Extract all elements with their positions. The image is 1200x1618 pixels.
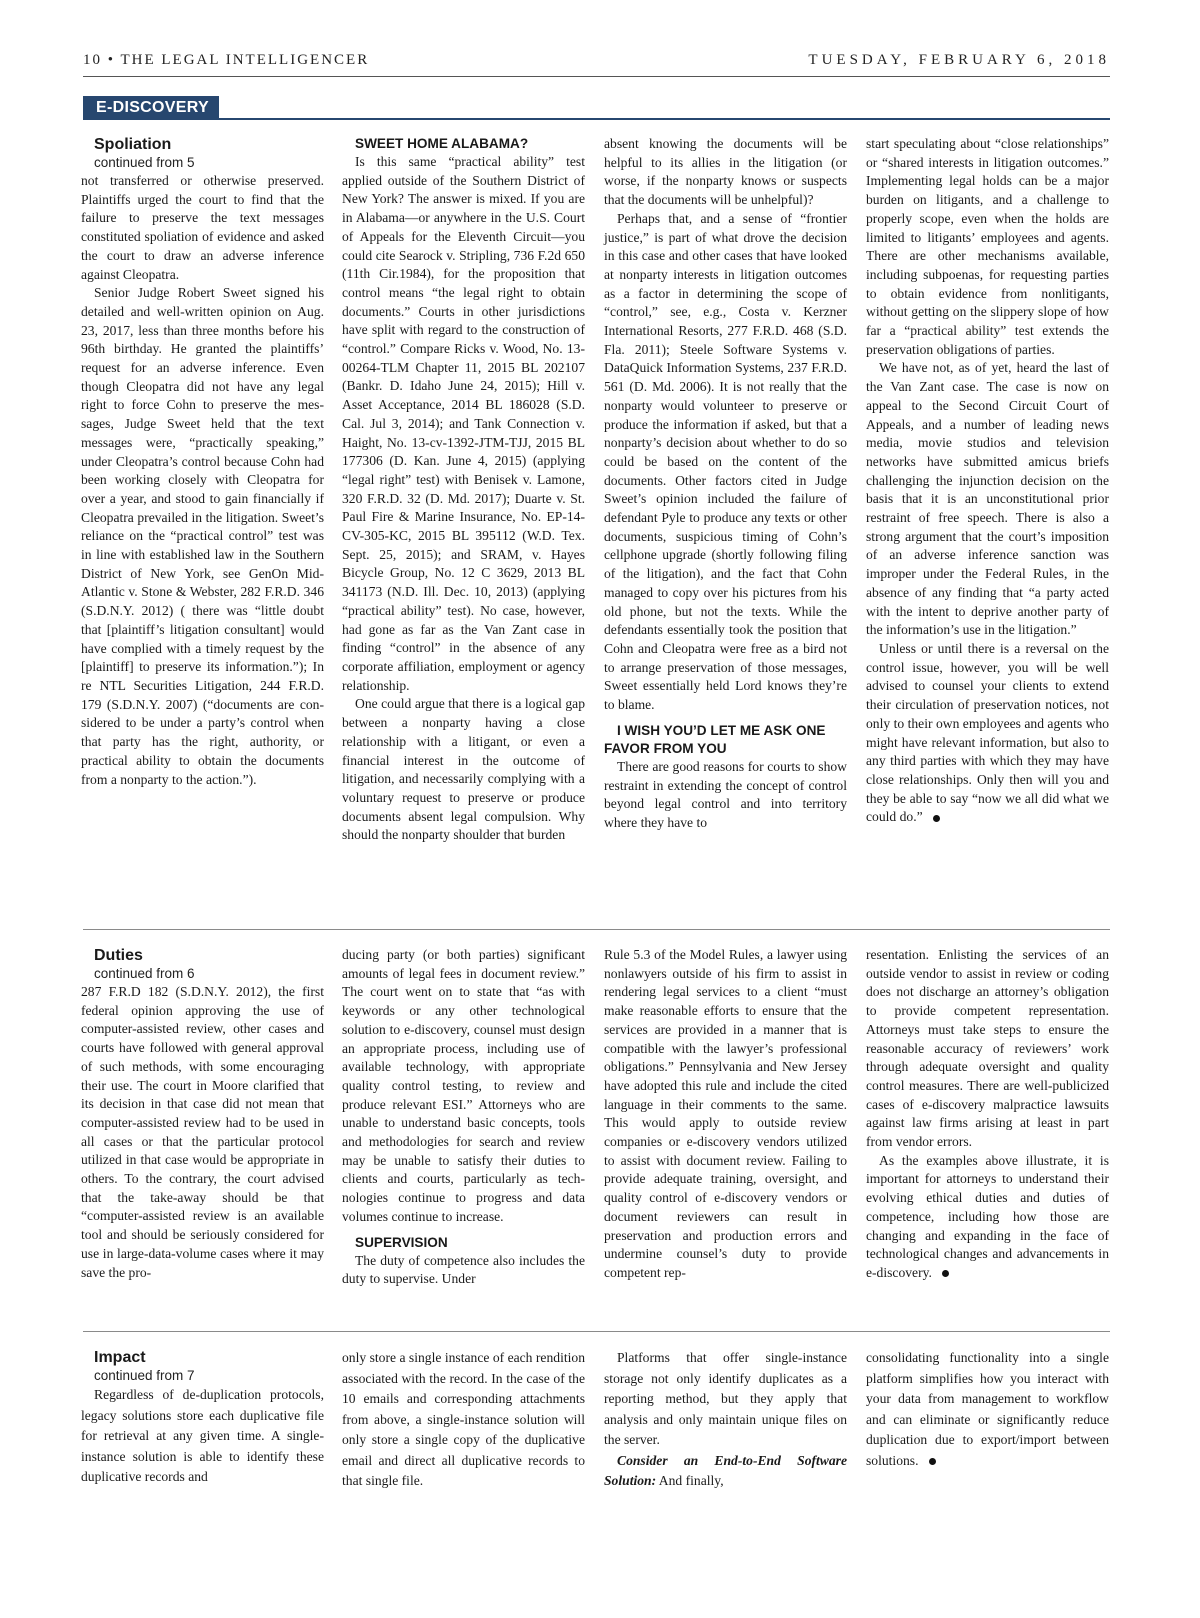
paragraph: 287 F.R.D 182 (S.D.N.Y. 2012), the first federal opinion approving the use of computer-assisted review, other cases and courts have followed with general approval of such methods, with some encouraging their use. The court in Moore clarified that its decision in that case did not mean that computer-assisted review had to be used in all cases or that the particular protocol utilized in that case would be appropriate in others. To the contrary, the court advised that the take-away should be that “computer-assisted review is an available tool and should be seriously considered for use in large-data-volume cases where it may save the pro-	[81, 984, 324, 1280]
masthead-date: TUESDAY, FEBRUARY 6, 2018	[808, 52, 1110, 68]
paragraph	[866, 1152, 1109, 1283]
paragraph: Regardless of de-duplication protocols, legacy solutions store each duplicative file for retrieval at any given time. A single-instance solution is able to identify these duplicative records and	[81, 1387, 324, 1484]
impact-kicker: Impact	[94, 1349, 146, 1366]
impact-col-4	[866, 1348, 1109, 1471]
paragraph: Rule 5.3 of the Model Rules, a lawyer using nonlawyers outside of his firm to assist in rendering legal services to a client “must make reasonable efforts to ensure that the services are provided in a manner that is compatible with the lawyer’s professional obligations.” Pennsylvania and New Jersey have adopted this rule and include the cited language in their comments to the same. This would apply to outside review companies or e-discovery vendors utilized to assist with document review. Failing to provide adequate training, oversight, and quality control of e-discovery vendors or document reviewers can result in preservation and production errors and undermine counsel’s duty to provide competent rep-	[604, 947, 847, 1280]
paragraph: There are good reasons for courts to show restraint in extending the concept of control beyond legal control and into territory where they have to	[604, 758, 847, 830]
spoliation-col-1	[81, 135, 324, 789]
spoliation-col-2	[342, 135, 585, 845]
end-mark-icon	[942, 1270, 949, 1277]
subhead-favor: I WISH YOU’D LET ME ASK ONE FAVOR FROM YOU	[604, 722, 826, 756]
impact-col-3	[604, 1348, 847, 1492]
header-rule	[83, 76, 1110, 77]
subhead-supervision: SUPERVISION	[355, 1234, 448, 1250]
paragraph: Senior Judge Robert Sweet signed his detailed and well-written opinion on Aug. 23, 2017, less than three months before his 96th birthday. He granted the plaintiffs’ request for an adverse inference. Even though Cleopatra did not have any legal right to force Cohn to preserve the messages, Judge Sweet held that the text messages were, “practically speaking,” under Cleopatra’s control because Cohn had been working closely with Cleopatra for over a year, and stood to gain financially if Cleopatra prevailed in the litigation. Sweet’s reliance on the “practical control” test was in line with established law in the Southern District of New York, see GenOn Mid-Atlantic v. Stone & Webster, 282 F.R.D. 346 (S.D.N.Y. 2012) ( there was “little doubt that [plaintiff’s litigation consultant] would have complied with a timely request by the [plaintiff] to preserve its information.”); In re NTL Securities Litigation, 244 F.R.D. 179 (S.D.N.Y. 2007) (“documents are considered to be under a party’s control when that party has the right, authority, or practical ability to obtain the documents from a nonparty to the action.”).	[81, 285, 324, 787]
duties-col-4	[866, 946, 1109, 1283]
duties-col-1	[81, 946, 324, 1282]
spoliation-kicker: Spoliation	[94, 136, 172, 153]
paragraph-text: And finally,	[656, 1473, 724, 1488]
paragraph: start speculating about “close relationships” or “shared interests in litigation outcomes.” Implementing legal holds can be a major burden on litigants, and a challenge to properly scope, even when the holds are limited to litigants’ employees and agents. There are other mechanisms available, including subpoenas, for requesting parties to obtain evidence from nonlitigants, without getting on the slippery slope of how far a “practical ability” test extends the preservation obligations of parties.	[866, 136, 1109, 357]
duties-col-2	[342, 946, 585, 1289]
paragraph: One could argue that there is a logical gap between a nonparty having a close relationship with a litigant, or even a financial interest in the outcome of litigation, and necessarily complying with a voluntary request to preserve or produce documents absent legal compulsion. Why should the nonparty shoulder that burden	[342, 696, 585, 843]
section-tag: E-DISCOVERY	[83, 96, 219, 120]
spoliation-col-3	[604, 135, 847, 833]
masthead	[83, 52, 1110, 74]
spoliation-col-4	[866, 135, 1109, 827]
paragraph-text: Unless or until there is a reversal on the control issue, however, you will be well advised to counsel your clients to extend their circulation of preservation notices, not only to their own employees and agents who might have relevant information, but also to any third parties with which they may have close relationships. Only then will you and they be able to say “now we all did what we could do.”	[866, 640, 1109, 825]
paragraph: We have not, as of yet, heard the last of the Van Zant case. The case is now on appeal to the Second Circuit Court of Appeals, and a number of leading news media, movie studios and television networks have submitted amicus briefs challenging the injunction decision on the basis that it is an unconstitutional prior restraint of free speech. There is also a strong argument that the court’s imposition of an adverse inference sanction was improper under the Federal Rules, in the absence of any finding that “a party acted with the intent to deprive another party of the information’s use in the litigation.”	[866, 360, 1109, 638]
lead-in: Consider an End-to-End Software Solution:	[604, 1452, 847, 1488]
paragraph	[866, 1348, 1109, 1471]
paragraph	[866, 640, 1109, 827]
paragraph: resentation. Enlisting the services of an outside vendor to assist in review or coding does not discharge an attorney’s obligation to provide competent representation. Attorneys must take steps to ensure the reasonable accuracy of reviewers’ work through adequate oversight and quality control measures. There are well-publicized cases of e-discovery malpractice lawsuits against law firms arising at least in part from vendor errors.	[866, 947, 1109, 1150]
end-mark-icon	[929, 1458, 936, 1465]
duties-col-3	[604, 946, 847, 1283]
paragraph: The duty of competence also includes the duty to supervise. Under	[342, 1252, 585, 1287]
impact-col-2	[342, 1348, 585, 1492]
article-separator	[83, 1331, 1110, 1332]
paragraph: ducing party (or both parties) significant amounts of legal fees in document review.” The court went on to state that “as with keywords or any other technological solution to e-discovery, counsel must design an appropriate process, including use of available technology, with appropriate quality control testing, to review and produce relevant ESI.” Attorneys who are unable to understand basic concepts, tools and methodologies for search and review may be unable to satisfy their duties to clients and courts, particularly as technologies continue to progress and data volumes continue to increase.	[342, 947, 585, 1224]
paragraph: absent knowing the documents will be helpful to its allies in the litigation (or worse, if the nonparty knows or suspects that the documents will be unhelpful)?	[604, 136, 847, 208]
paragraph	[604, 1451, 847, 1492]
paragraph: Platforms that offer single-instance storage not only identify duplicates as a reporting method, but they apply that analysis and only maintain unique files on the server.	[604, 1350, 847, 1447]
paragraph: Perhaps that, and a sense of “frontier justice,” is part of what drove the decision in this case and other cases that have looked at nonparty interests in litigation outcomes as a factor in determining the scope of “control,” see, e.g., Costa v. Kerzner International Resorts, 277 F.R.D. 468 (S.D. Fla. 2011); Steele Software Systems v. DataQuick Information Systems, 237 F.R.D. 561 (D. Md. 2006). It is not really that the nonparty would volunteer to preserve or produce the information if asked, but that a nonparty’s decision about whether to do so could be based on the content of the documents. Other factors cited in Judge Sweet’s opinion included the failure of defendant Pyle to produce any texts or other documents, suspicious timing of Cohn’s cellphone upgrade (shortly following filing of the litigation), and the fact that Cohn managed to copy over his pictures from his old phone, but not the texts. While the defendants essentially took the position that Cohn and Cleopatra were free as a bird not to arrange preservation of those messages, Sweet essentially held Lord knows they’re to blame.	[604, 210, 847, 713]
subhead-sweet-home: SWEET HOME ALABAMA?	[355, 136, 529, 151]
paragraph: Is this same “practical ability” test applied outside of the Southern District of New York? The answer is mixed. If you are in Alabama—or anywhere in the U.S. Court of Appeals for the Eleventh Circuit—you could cite Searock v. Stripling, 736 F.2d 650 (11th Cir.1984), for the proposition that control means “the legal right to obtain documents.” Courts in other jurisdictions have split with regard to the construction of “control.” Compare Ricks v. Wood, No. 13-00264-TLM Chapter 11, 2015 BL 202107 (Bankr. D. Idaho June 24, 2015); Hill v. Asset Acceptance, 2014 BL 186028 (S.D. Cal. Jul 3, 2014); and Tank Connection v. Haight, No. 13-cv-1392-JTM-TJJ, 2015 BL 177306 (D. Kan. June 4, 2015) (applying “legal right” test) with Benisek v. Lamone, 320 F.R.D. 32 (D. Md. 2017); Duarte v. St. Paul Fire & Marine Insurance, No. EP-14-CV-305-KC, 2015 BL 395112 (W.D. Tex. Sept. 25, 2015); and SRAM, v. Hayes Bicycle Group, No. 12 C 3629, 2013 BL 341173 (N.D. Ill. Dec. 10, 2013) (applying “practical ability” test). No case, however, had gone as far as the Van Zant case in finding “control” in the absence of any corporate affiliation, employment or agency relationship.	[342, 154, 585, 693]
paragraph-text: consolidating functionality into a single platform simplifies how you interact with your data from management to workflow and can eliminate or significantly reduce duplication due to export/import between solutions.	[866, 1350, 1109, 1468]
masthead-page-label: 10 • THE LEGAL INTELLIGENCER	[83, 52, 370, 68]
paragraph: only store a single instance of each rendition associated with the record. In the case of the 10 emails and corresponding attachments from above, a single-instance solution will only store a single copy of the duplicative email and direct all duplicative records to that single file.	[342, 1350, 585, 1488]
duties-continued: continued from 6	[94, 966, 195, 981]
impact-continued: continued from 7	[94, 1368, 195, 1383]
spoliation-continued: continued from 5	[94, 155, 195, 170]
article-separator	[83, 929, 1110, 930]
end-mark-icon	[933, 815, 940, 822]
section-rule	[219, 118, 1110, 120]
duties-kicker: Duties	[94, 947, 143, 964]
impact-col-1	[81, 1348, 324, 1488]
paragraph-text: As the examples above illustrate, it is important for attorneys to understand their evolving ethical duties and duties of competence, including how those are changing and expanding in the face of technological changes and advancements in e-discovery.	[866, 1152, 1109, 1280]
paragraph: not transferred or otherwise preserved. Plaintiffs urged the court to find that the failure to preserve the text messages constituted spoliation of evidence and asked the court to draw an adverse inference against Cleopatra.	[81, 173, 324, 282]
